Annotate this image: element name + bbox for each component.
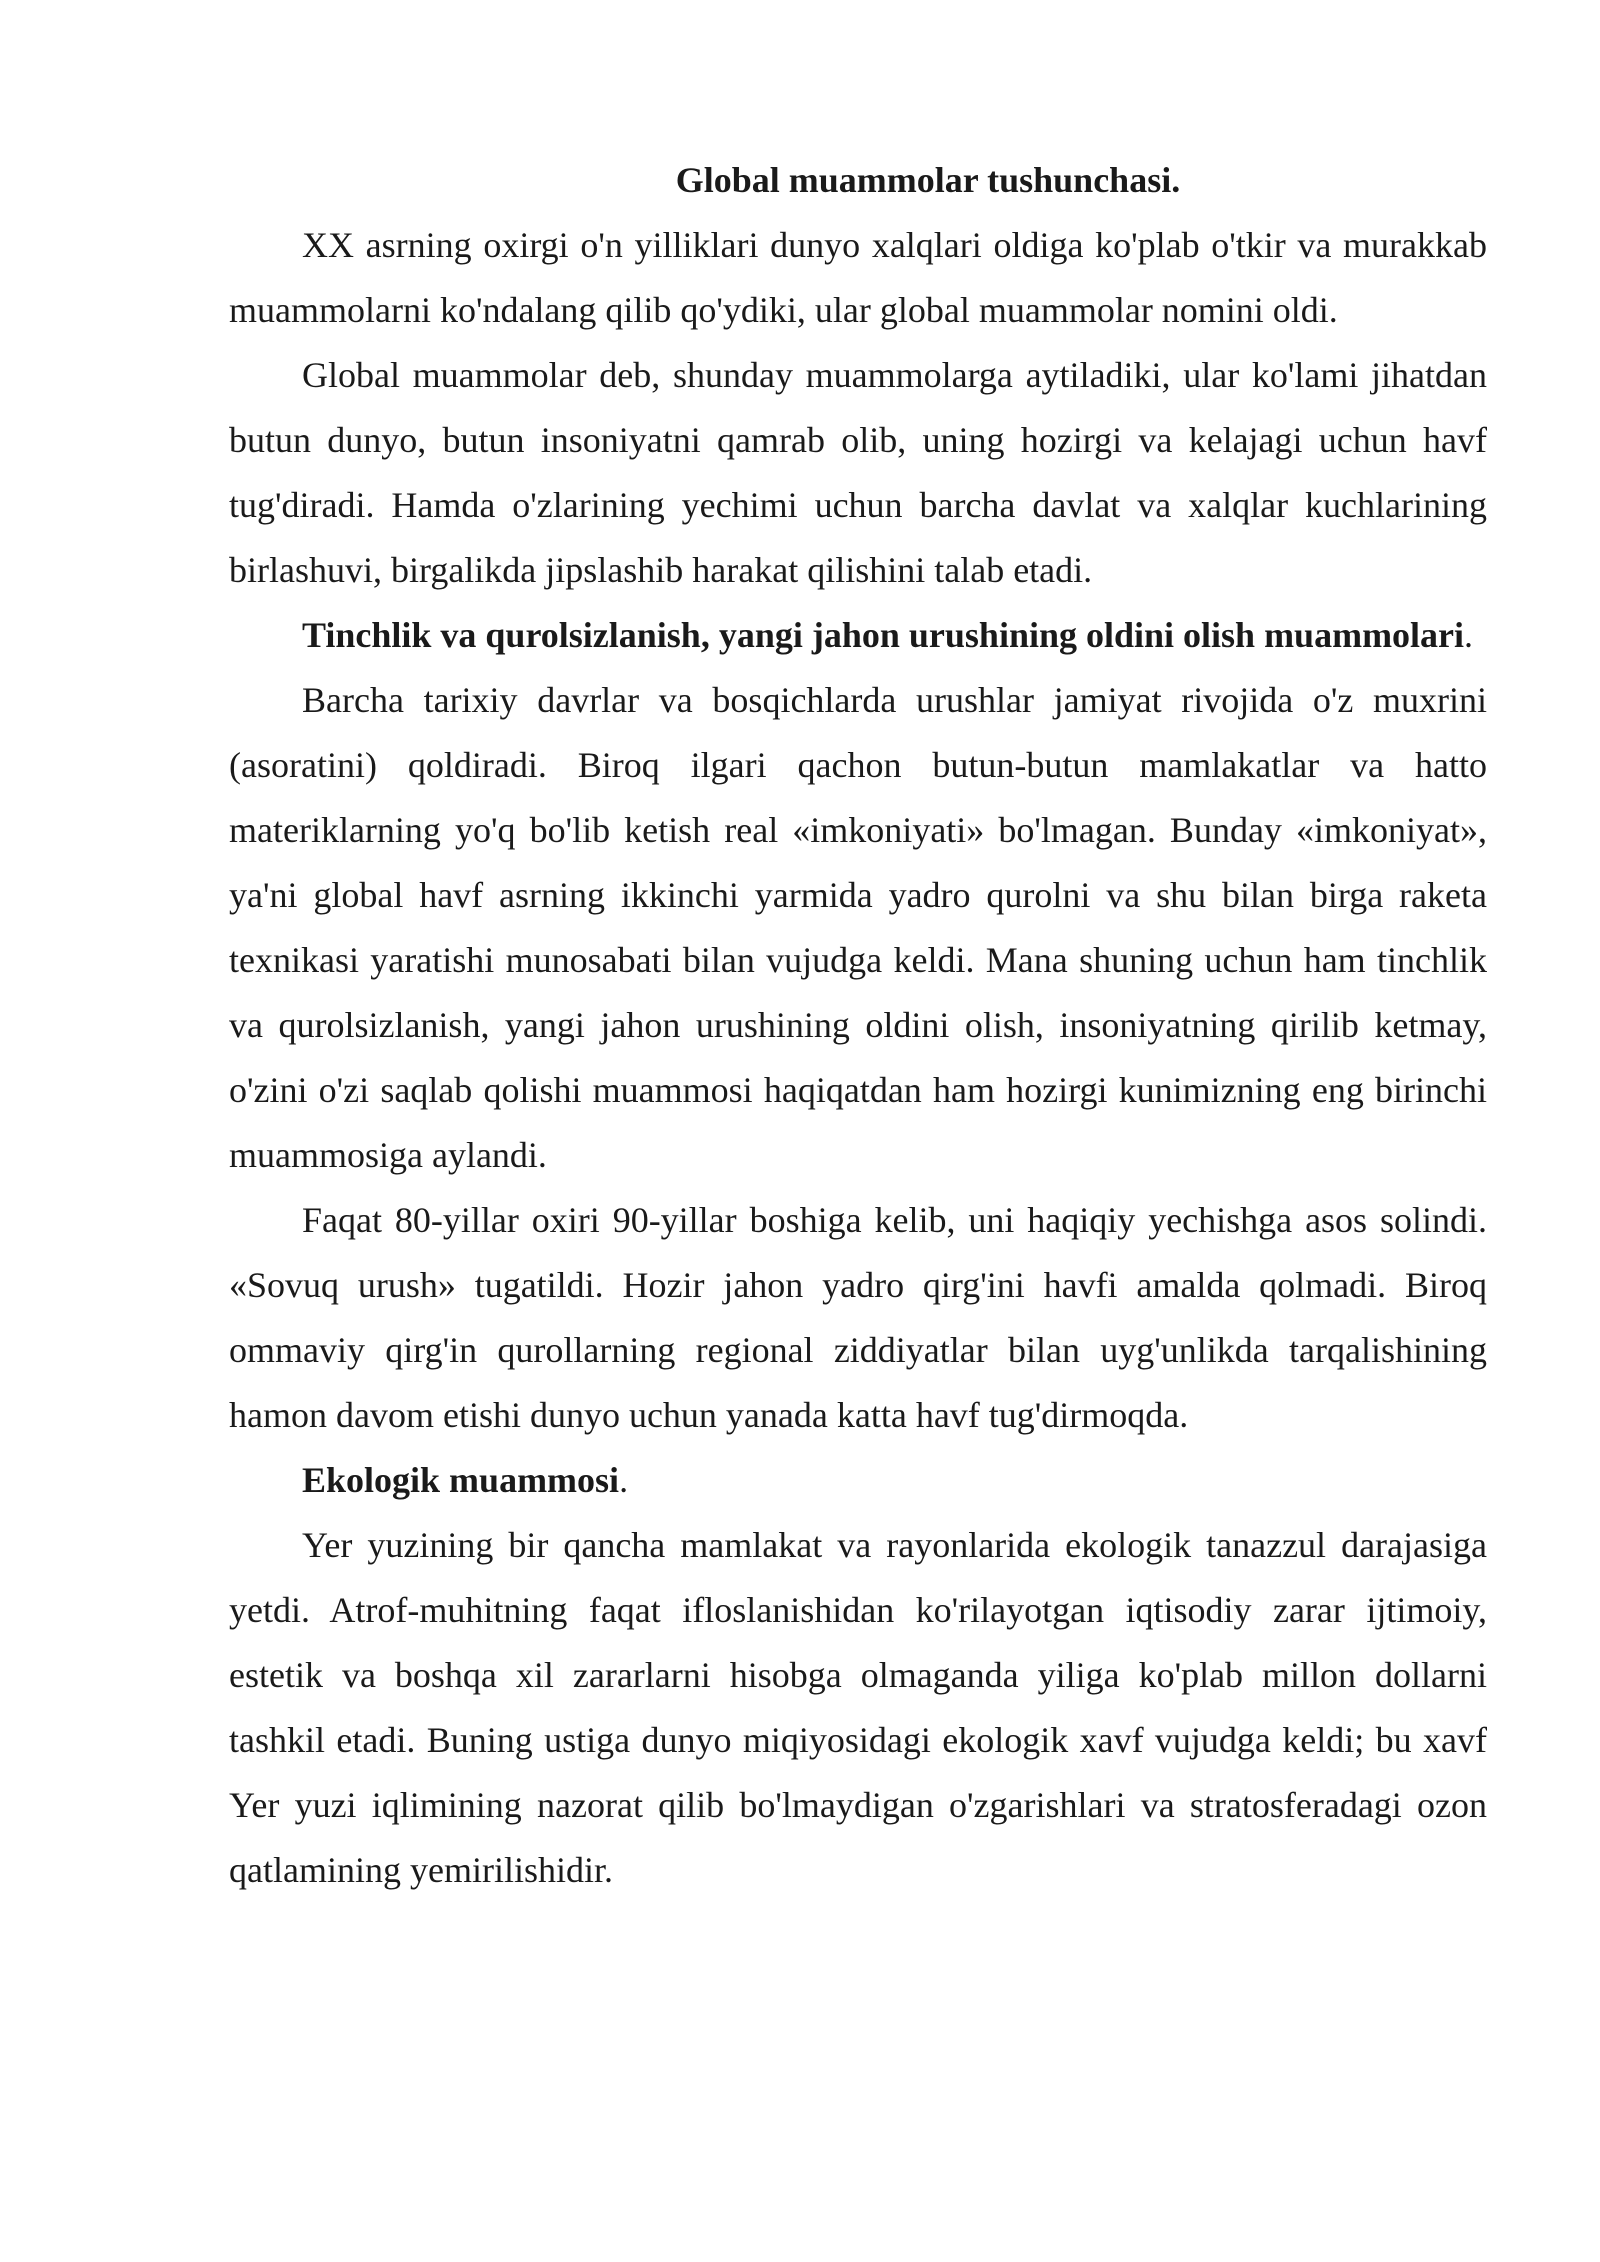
paragraph-peace-2: Faqat 80-yillar oxiri 90-yillar boshiga kelib, uni haqiqiy yechishga asos solindi. «Sovuq urush» tugatildi. Hozir jahon yadro qirg'ini havfi amalda qolmadi. Biroq ommaviy qirg'in qurollarning regional ziddiyatlar bilan uyg'unlikda tarqalishining hamon davom etishi dunyo uchun yanada katta havf tug'dirmoqda. (229, 1200, 1487, 1435)
section-heading-ecology-text: Ekologik muammosi (302, 1460, 620, 1500)
heading-period: . (1464, 615, 1474, 655)
paragraph-intro-1: XX asrning oxirgi o'n yilliklari dunyo xalqlari oldiga ko'plab o'tkir va murakkab muammolarni ko'ndalang qilib qo'ydiki, ular global muammolar nomini oldi. (229, 225, 1487, 330)
document-page (229, 148, 1487, 1903)
paragraph-peace-1: Barcha tarixiy davrlar va bosqichlarda urushlar jamiyat rivojida o'z muxrini (asoratini) qoldiradi. Biroq ilgari qachon butun-butun mamlakatlar va hatto materiklarning yo'q bo'lib ketish real «imkoniyati» bo'lmagan. Bunday «imkoniyat», ya'ni global havf asrning ikkinchi yarmida yadro qurolni va shu bilan birga raketa texnikasi yaratishi munosabati bilan vujudga keldi. Mana shuning uchun ham tinchlik va qurolsizlanish, yangi jahon urushining oldini olish, insoniyatning qirilib ketmay, o'zini o'zi saqlab qolishi muammosi haqiqatdan ham hozirgi kunimizning eng birinchi muammosiga aylandi. (229, 680, 1487, 1175)
section-heading-peace (229, 603, 1487, 668)
paragraph-intro-2: Global muammolar deb, shunday muammolarga aytiladiki, ular ko'lami jihatdan butun dunyo, butun insoniyatni qamrab olib, uning hozirgi va kelajagi uchun havf tug'diradi. Hamda o'zlarining yechimi uchun barcha davlat va xalqlar kuchlarining birlashuvi, birgalikda jipslashib harakat qilishini talab etadi. (229, 355, 1487, 590)
heading-period: . (619, 1460, 629, 1500)
document-title: Global muammolar tushunchasi. (675, 160, 1181, 200)
paragraph-ecology-1: Yer yuzining bir qancha mamlakat va rayonlarida ekologik tanazzul darajasiga yetdi. Atrof-muhitning faqat ifloslanishidan ko'rilayotgan iqtisodiy zarar ijtimoiy, estetik va boshqa xil zararlarni hisobga olmaganda yiliga ko'plab millon dollarni tashkil etadi. Buning ustiga dunyo miqiyosidagi ekologik xavf vujudga keldi; bu xavf Yer yuzi iqlimining nazorat qilib bo'lmaydigan o'zgarishlari va stratosferadagi ozon qatlamining yemirilishidir. (229, 1525, 1487, 1890)
section-heading-peace-text: Tinchlik va qurolsizlanish, yangi jahon urushining oldini olish muammolari (302, 615, 1465, 655)
section-heading-ecology (229, 1448, 1487, 1513)
